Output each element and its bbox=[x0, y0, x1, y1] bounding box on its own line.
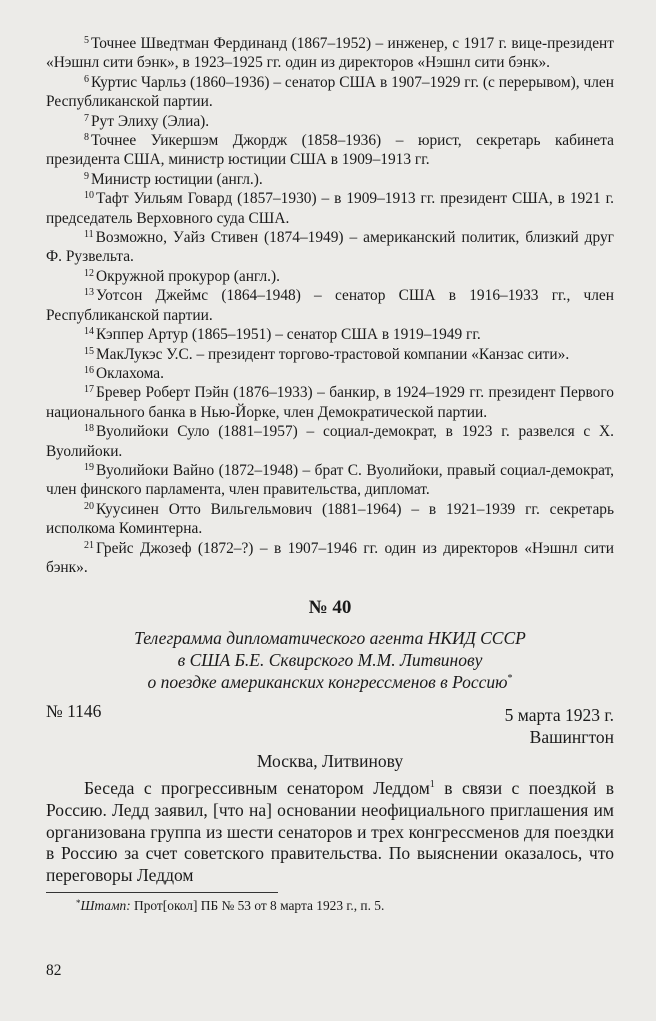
footnote-number: 8 bbox=[84, 132, 89, 144]
page-number: 82 bbox=[46, 962, 62, 979]
body-text-start: Беседа с прогрессивным сенатором Леддом bbox=[84, 778, 430, 799]
stamp-mark: * bbox=[76, 898, 81, 909]
footnote-item bbox=[46, 500, 614, 539]
footnote-number: 17 bbox=[84, 384, 94, 396]
footnote-item bbox=[46, 73, 614, 112]
title-line-text: о поездке американских конгрессменов в Россию bbox=[147, 672, 508, 693]
stamp-text: Прот[окол] ПБ № 53 от 8 марта 1923 г., п. 5. bbox=[130, 898, 385, 914]
footnote-item bbox=[46, 267, 614, 286]
footnote-text: Кэппер Артур (1865–1951) – сенатор США в 1919–1949 гг. bbox=[96, 326, 481, 344]
footnote-text: Рут Элиху (Элиа). bbox=[91, 112, 210, 130]
footnote-number: 13 bbox=[84, 287, 94, 299]
footnote-item bbox=[46, 286, 614, 325]
footnote-number: 10 bbox=[84, 190, 94, 202]
footnote-number: 15 bbox=[84, 345, 94, 357]
title-line: Телеграмма дипломатического агента НКИД СССР bbox=[134, 628, 526, 649]
footnote-number: 9 bbox=[84, 170, 89, 182]
footnote-text: Вуолийоки Суло (1881–1957) – социал-демократ, в 1923 г. развелся с Х. Вуолийоки. bbox=[46, 423, 614, 460]
footnote-number: 21 bbox=[84, 539, 94, 551]
footnote-number: 11 bbox=[84, 229, 94, 241]
stamp-label: Штамп: bbox=[80, 898, 131, 914]
footnote-item bbox=[46, 131, 614, 170]
footnote-text: МакЛукэс У.С. – президент торгово-трастовой компании «Канзас сити». bbox=[96, 345, 570, 363]
body-text-rest: в связи с поездкой в Россию. Ледд заявил, [что на] основании неофициального приглашения им организована группа из шести сенаторов и трех конгрессменов для поездки в Россию за счет советского правительства. По выяснении оказалось, что переговоры Леддом bbox=[46, 778, 614, 885]
telegram-date: 5 марта 1923 г. bbox=[504, 705, 614, 726]
footnote-text: Тафт Уильям Говард (1857–1930) – в 1909–1913 гг. президент США, в 1921 г. председатель Верховного суда США. bbox=[46, 190, 614, 227]
footnote-number: 20 bbox=[84, 500, 94, 512]
footnotes-block bbox=[46, 34, 614, 577]
footnote-text: Точнее Шведтман Фердинанд (1867–1952) – инженер, с 1917 г. вице-президент «Нэшнл сити бэнк», в 1923–1925 гг. один из директоров «Нэшнл сити бэнк». bbox=[46, 35, 614, 72]
footnote-item bbox=[46, 228, 614, 267]
footnote-item bbox=[46, 170, 614, 189]
footnote-number: 19 bbox=[84, 461, 94, 473]
footnote-item bbox=[46, 34, 614, 73]
stamp-note bbox=[46, 897, 614, 914]
footnote-text: Оклахома. bbox=[96, 364, 164, 382]
footnote-item bbox=[46, 461, 614, 500]
footnote-item bbox=[46, 189, 614, 228]
footnote-text: Куртис Чарльз (1860–1936) – сенатор США в 1907–1929 гг. (с перерывом), член Республиканской партии. bbox=[46, 73, 614, 111]
title-line: в США Б.Е. Сквирского М.М. Литвинову bbox=[177, 650, 483, 671]
footnote-item bbox=[46, 364, 614, 383]
footnote-number: 5 bbox=[84, 35, 89, 46]
document-title bbox=[46, 627, 614, 693]
footnote-item bbox=[46, 539, 614, 578]
title-footnote-mark: * bbox=[507, 673, 513, 685]
body-footnote-mark: 1 bbox=[429, 779, 435, 791]
footnote-item bbox=[46, 383, 614, 422]
footnote-number: 16 bbox=[84, 364, 94, 376]
footnote-number: 18 bbox=[84, 423, 94, 435]
footnote-text: Бревер Роберт Пэйн (1876–1933) – банкир, в 1924–1929 гг. президент Первого национального банка в Нью-Йорке, член Демократической партии. bbox=[46, 384, 614, 421]
telegram-body bbox=[46, 778, 614, 886]
footnote-text: Грейс Джозеф (1872–?) – в 1907–1946 гг. один из директоров «Нэшнл сити бэнк». bbox=[46, 539, 614, 576]
footnote-text: Куусинен Отто Вильгельмович (1881–1964) – в 1921–1939 гг. секретарь исполкома Коминтерна. bbox=[46, 500, 614, 538]
title-line bbox=[46, 671, 614, 693]
footnote-number: 7 bbox=[84, 112, 89, 124]
footnote-item bbox=[46, 345, 614, 364]
footnote-number: 14 bbox=[84, 326, 94, 338]
footnote-text: Уотсон Джеймс (1864–1948) – сенатор США в 1916–1933 гг., член Республиканской партии. bbox=[46, 287, 614, 324]
footnote-item bbox=[46, 325, 614, 344]
telegram-meta bbox=[46, 701, 614, 747]
footnote-text: Вуолийоки Вайно (1872–1948) – брат С. Вуолийоки, правый социал-демократ, член финского парламента, член правительства, дипломат. bbox=[46, 461, 614, 499]
footnote-number: 12 bbox=[84, 267, 94, 279]
footnote-text: Возможно, Уайз Стивен (1874–1949) – американский политик, близкий друг Ф. Рузвельта. bbox=[46, 229, 614, 266]
footnote-text: Окружной прокурор (англ.). bbox=[96, 267, 280, 285]
document-number: № 40 bbox=[308, 597, 352, 619]
addressee: Москва, Литвинову bbox=[256, 751, 404, 772]
telegram-number: № 1146 bbox=[46, 701, 102, 722]
footnote-item bbox=[46, 422, 614, 461]
footnote-text: Министр юстиции (англ.). bbox=[91, 170, 263, 188]
footnote-divider bbox=[46, 892, 278, 893]
footnote-text: Точнее Уикершэм Джордж (1858–1936) – юрист, секретарь кабинета президента США, министр юстиции США в 1909–1913 гг. bbox=[46, 132, 614, 169]
footnote-item bbox=[46, 112, 614, 131]
footnote-number: 6 bbox=[84, 73, 89, 85]
telegram-place: Вашингтон bbox=[529, 727, 614, 748]
